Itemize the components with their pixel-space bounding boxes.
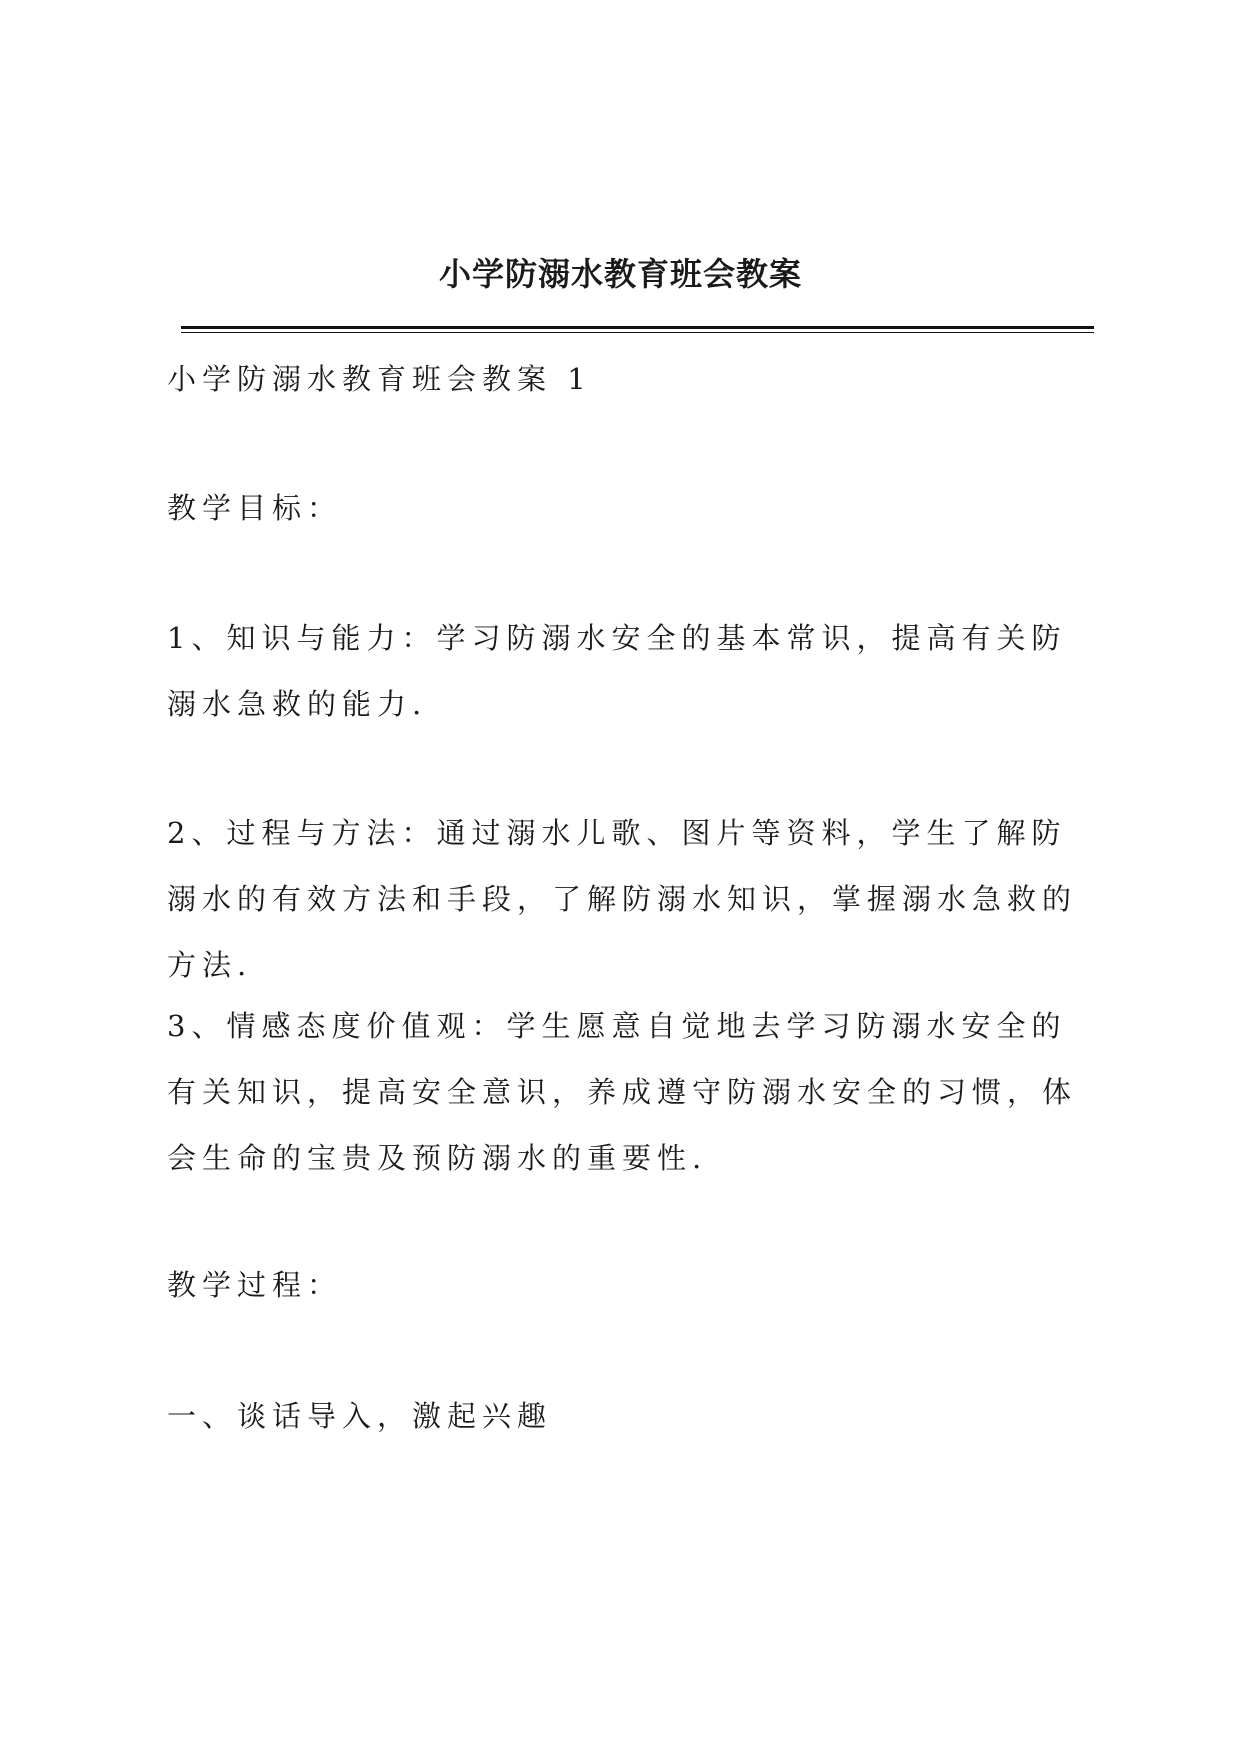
document-subtitle: 小学防溺水教育班会教案 1 [167,362,592,396]
process-heading: 教学过程： [167,1268,343,1302]
title-divider [181,326,1094,334]
goals-heading: 教学目标： [167,491,343,525]
process-step: 一、谈话导入，激起兴趣 [167,1399,553,1433]
title-divider-thick-line [181,326,1094,329]
goal-paragraph: 2、过程与方法：通过溺水儿歌、图片等资料，学生了解防溺水的有效方法和手段，了解防溺水知识，掌握溺水急救的方法. [167,816,1078,982]
title-divider-thin-line [181,332,1094,333]
goal-paragraph: 1、知识与能力：学习防溺水安全的基本常识，提高有关防溺水急救的能力. [167,621,1067,721]
document-title: 小学防溺水教育班会教案 [438,255,802,293]
goal-paragraph: 3、情感态度价值观：学生愿意自觉地去学习防溺水安全的有关知识，提高安全意识，养成遵守防溺水安全的习惯，体会生命的宝贵及预防溺水的重要性. [167,1009,1078,1175]
